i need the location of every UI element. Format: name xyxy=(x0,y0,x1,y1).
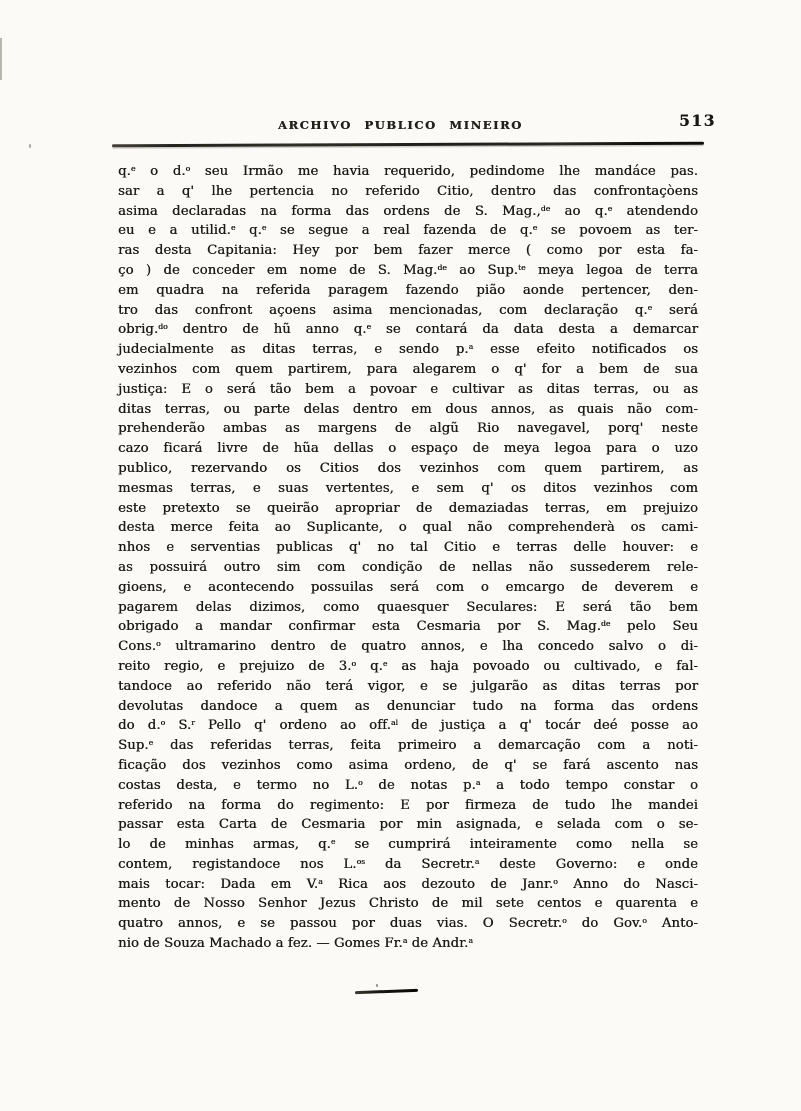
body-line: contem, registandoce nos L.$^{os}$ da Secretr.$^a$ deste Governo: e onde xyxy=(118,856,698,872)
body-line: em quadra na referida paragem fazendo pião aonde pertencer, den- xyxy=(118,282,698,298)
body-line: referido na forma do regimento: E por firmeza de tudo lhe mandei xyxy=(118,797,698,813)
body-line: passar esta Carta de Cesmaria por min asignada, e selada com o se- xyxy=(118,817,698,833)
body-line: sar a q' lhe pertencia no referido Citio, dentro das confrontaçòens xyxy=(118,183,698,199)
body-line: gioens, e acontecendo possuilas será com o emcargo de deverem e xyxy=(118,579,698,595)
body-line: ras desta Capitania: Hey por bem fazer merce ( como por esta fa- xyxy=(118,243,698,259)
body-line: pagarem delas dizimos, como quaesquer Seculares: E será tão bem xyxy=(118,599,698,615)
body-line: obrigado a mandar confirmar esta Cesmaria por S. Mag.$^{de}$ pelo Seu xyxy=(118,619,698,635)
body-line: eu e a utilid.$^e$ q.$^e$ se segue a real fazenda de q.$^e$ se povoem as ter- xyxy=(118,223,698,239)
page-number: 513 xyxy=(679,111,716,130)
section-end-rule xyxy=(355,989,418,995)
body-line: obrig.$^{do}$ dentro de hũ anno q.$^e$ se contará da data desta a demarcar xyxy=(118,322,698,338)
body-line: asima declaradas na forma das ordens de S. Mag.,$^{de}$ ao q.$^e$ atendendo xyxy=(118,203,698,219)
body-line: ço ) de conceder em nome de S. Mag.$^{de}$ ao Sup.$^{te}$ meya legoa de terra xyxy=(118,262,698,278)
body-line: nio de Souza Machado a fez. — Gomes Fr.$^a$ de Andr.$^a$ xyxy=(118,936,473,952)
body-line: mento de Nosso Senhor Jezus Christo de mil sete centos e quarenta e xyxy=(118,896,698,912)
body-line: justiça: E o será tão bem a povoar e cultivar as ditas terras, ou as xyxy=(118,381,698,397)
body-line: lo de minhas armas, q.$^e$ se cumprirá inteiramente como nella se xyxy=(118,837,698,853)
body-line: devolutas dandoce a quem as denunciar tudo na forma das ordens xyxy=(118,698,698,714)
scan-edge-artifact xyxy=(0,38,2,80)
body-line: mesmas terras, e suas vertentes, e sem q' os ditos vezinhos com xyxy=(118,480,698,496)
body-line: mais tocar: Dada em V.$^a$ Rica aos dezouto de Janr.$^o$ Anno do Nasci- xyxy=(118,876,699,892)
body-line: tro das confront açoens asima mencionadas, com declaração q.$^e$ será xyxy=(118,302,698,318)
body-line: quatro annos, e se passou por duas vias. O Secretr.$^o$ do Gov.$^o$ Anto- xyxy=(118,916,698,932)
body-line: cazo ficará livre de hũa dellas o espaço de meya legoa para o uzo xyxy=(118,441,698,457)
running-header-title: ARCHIVO PUBLICO MINEIRO xyxy=(278,118,523,132)
scan-speck xyxy=(376,984,378,987)
body-line: publico, rezervando os Citios dos vezinhos com quem partirem, as xyxy=(118,460,698,476)
body-line: as possuirá outro sim com condição de nellas não sussederem rele- xyxy=(118,559,698,575)
body-line: Sup.$^e$ das referidas terras, feita primeiro a demarcação com a noti- xyxy=(118,738,698,754)
body-line: ditas terras, ou parte delas dentro em dous annos, as quais não com- xyxy=(118,401,698,417)
body-line: reito regio, e prejuizo de 3.$^o$ q.$^e$ as haja povoado ou cultivado, e fal- xyxy=(118,658,698,674)
scan-speck xyxy=(29,144,31,148)
body-line: desta merce feita ao Suplicante, o qual não comprehenderà os cami- xyxy=(118,520,698,536)
header-rule xyxy=(112,142,704,147)
body-line: Cons.$^o$ ultramarino dentro de quatro annos, e lha concedo salvo o di- xyxy=(118,639,698,655)
body-line: vezinhos com quem partirem, para alegarem o q' for a bem de sua xyxy=(118,361,698,377)
body-line: do d.$^o$ S.$^r$ Pello q' ordeno ao off.$^{al}$ de justiça a q' tocár deé posse ao xyxy=(118,718,698,734)
body-line: ficação dos vezinhos como asima ordeno, de q' se fará ascento nas xyxy=(118,757,698,773)
body-line: este pretexto se queirão apropriar de demaziadas terras, em prejuizo xyxy=(118,500,698,516)
body-line: tandoce ao referido não terá vigor, e se julgarão as ditas terras por xyxy=(118,678,698,694)
body-line: prehenderão ambas as margens de algũ Rio navegavel, porq' neste xyxy=(118,421,698,437)
document-body xyxy=(118,162,698,954)
body-line: judecialmente as ditas terras, e sendo p.$^a$ esse efeito notificados os xyxy=(118,342,698,358)
body-line: nhos e serventias publicas q' no tal Citio e terras delle houver: e xyxy=(118,540,698,556)
body-line: costas desta, e termo no L.$^o$ de notas p.$^a$ a todo tempo constar o xyxy=(118,777,698,793)
body-line: q.$^e$ o d.$^o$ seu Irmão me havia requerido, pedindome lhe mandáce pas. xyxy=(118,164,698,179)
